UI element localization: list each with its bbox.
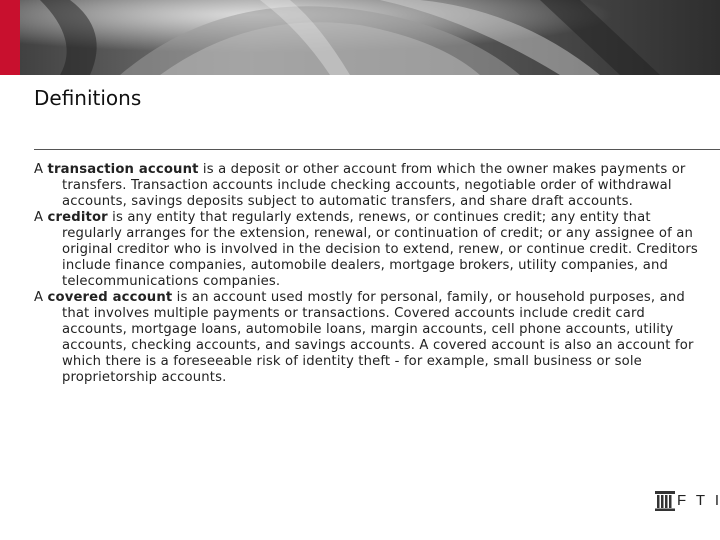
- fti-logo: [655, 491, 720, 511]
- definition-text: is a deposit or other account from which the owner makes payments or transfers. Transaction accounts include checking accounts, negotiable order of withdrawal accounts, savings deposits subject to automatic transfers, and share draft accounts.: [62, 162, 686, 209]
- logo-letter: I: [714, 492, 719, 509]
- definition-creditor: [34, 210, 700, 290]
- pillars-logo-icon: [655, 491, 675, 511]
- header-banner-image: [0, 0, 720, 75]
- definition-text: is any entity that regularly extends, renews, or continues credit; any entity that regularly arranges for the extension, renewal, or continuation of credit; or any assignee of an original creditor who is involved in the decision to extend, renew, or continue credit. Creditors include finance companies, automobile dealers, mortgage brokers, utility companies, and telecommunications companies.: [62, 210, 698, 289]
- definition-transaction-account: [34, 162, 700, 210]
- definition-lead: A: [34, 210, 48, 225]
- definition-term: transaction account: [47, 162, 199, 177]
- logo-letter: F: [677, 492, 687, 509]
- definitions-body: [34, 162, 700, 386]
- red-accent-bar: [0, 0, 20, 75]
- logo-letter: T: [695, 492, 706, 509]
- definition-covered-account: [34, 290, 700, 386]
- title-divider: [34, 149, 720, 150]
- slide-title: Definitions: [34, 86, 142, 110]
- logo-wordmark: [677, 492, 719, 510]
- definition-term: creditor: [47, 210, 108, 225]
- definition-lead: A: [34, 290, 48, 305]
- definition-term: covered account: [47, 290, 173, 305]
- definition-text: is an account used mostly for personal, family, or household purposes, and that involves multiple payments or transactions. Covered accounts include credit card accounts, mortgage loans, automobile loans, margin accounts, cell phone accounts, utility accounts, checking accounts, and savings accounts. A covered account is also an account for which there is a foreseeable risk of identity theft - for example, small business or sole proprietorship accounts.: [62, 290, 694, 385]
- architecture-photo: [0, 0, 720, 75]
- definition-lead: A: [34, 162, 48, 177]
